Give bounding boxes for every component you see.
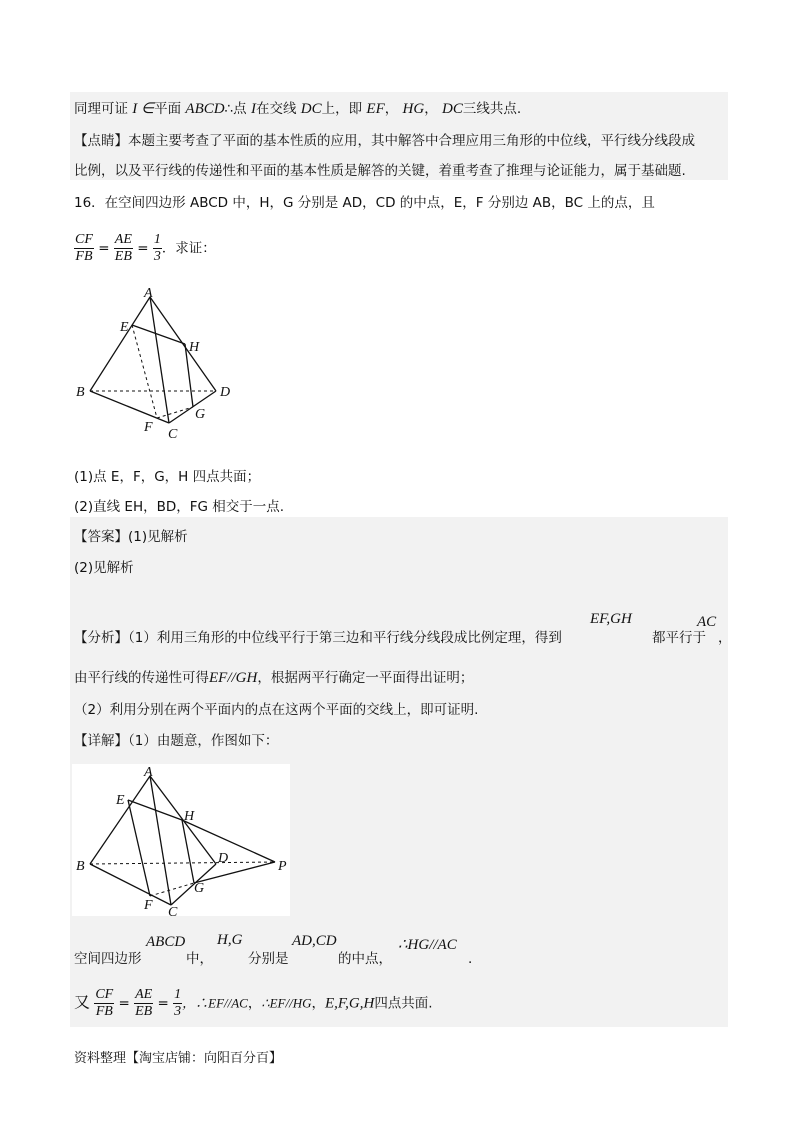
analysis-comma: ， <box>718 630 732 646</box>
fig1-label-b: B <box>76 385 85 400</box>
analysis-math-efgh: EF,GH <box>590 611 632 627</box>
proof-l1-adcd: AD,CD <box>292 933 337 949</box>
proof-l1-hgac: ∴HG//AC <box>398 937 457 953</box>
tetrahedron-figure-2 <box>72 764 290 916</box>
fig1-label-f: F <box>144 420 153 435</box>
tetrahedron-figure-1 <box>72 285 242 445</box>
problem-part-1: (1)点 E，F，G，H 四点共面； <box>74 469 261 485</box>
fig1-label-d: D <box>220 385 231 400</box>
proof-l1-abcd: ABCD <box>146 934 186 950</box>
fig2-label-f: F <box>144 898 153 913</box>
analysis-line-1: 【分析】（1）利用三角形的中位线平行于第三边和平行线分线段成比例定理，得到 <box>74 630 562 646</box>
fig2-label-d: D <box>218 851 229 866</box>
analysis-line-3: （2）利用分别在两个平面内的点在这两个平面的交线上，即可证明. <box>74 702 479 718</box>
proof-l1-d: 的中点， <box>338 951 392 967</box>
top-line-2: 【点睛】本题主要考查了平面的基本性质的应用，其中解答中合理应用三角形的中位线，平行线分线段成 <box>74 133 695 149</box>
fig1-label-a: A <box>144 286 153 301</box>
fig2-label-e: E <box>116 793 125 808</box>
fig2-label-g: G <box>194 881 205 896</box>
fig1-label-h: H <box>189 340 200 355</box>
fig1-label-g: G <box>195 407 206 422</box>
fig2-label-p: P <box>278 859 287 874</box>
answer-line-2: (2)见解析 <box>74 560 134 576</box>
fig2-label-a: A <box>144 765 153 780</box>
analysis-parallel-to: 都平行于 <box>652 630 706 646</box>
proof-l1-e: . <box>468 951 473 967</box>
problem-stem: 16．在空间四边形 ABCD 中，H，G 分别是 AD，CD 的中点，E，F 分别边 AB，BC 上的点，且 <box>74 195 655 211</box>
proof-l1-hg: H,G <box>217 932 243 948</box>
fig1-label-e: E <box>120 320 129 335</box>
problem-part-2: (2)直线 EH，BD，FG 相交于一点. <box>74 499 285 515</box>
top-line-1: 同理可证 I ∈平面 ABCD∴点 I在交线 DC上，即 EF， HG， DC三线共点. <box>74 101 522 117</box>
fig2-label-c: C <box>168 905 178 916</box>
detail-line-1: 【详解】（1）由题意，作图如下： <box>74 733 279 749</box>
answer-line-1: 【答案】(1)见解析 <box>74 529 188 545</box>
analysis-math-ac: AC <box>697 614 717 630</box>
fig2-label-h: H <box>184 809 195 824</box>
fig1-label-c: C <box>168 427 178 442</box>
proof-line-2: 又 $\frac{CF}{FB}$ = $\frac{AE}{EB}$ = $\frac{1}{3}$ ，∴EF//AC，∴EF//HG，E,F,G,H四点共面. <box>74 987 433 1019</box>
footer-source: 资料整理【淘宝店铺：向阳百分百】 <box>74 1051 283 1066</box>
top-line-3: 比例，以及平行线的传递性和平面的基本性质是解答的关键，着重考查了推理与论证能力，属于基础题. <box>74 163 686 179</box>
proof-l1-b: 中， <box>186 951 213 967</box>
fig2-label-b: B <box>76 859 85 874</box>
proof-l1-c: 分别是 <box>248 951 289 967</box>
proof-l1-a: 空间四边形 <box>74 951 142 967</box>
analysis-line-2: 由平行线的传递性可得EF//GH，根据两平行确定一平面得出证明； <box>74 670 474 686</box>
problem-condition: $\frac{CF}{FB}$ = $\frac{AE}{EB}$ = $\frac{1}{3}$ ．求证： <box>75 232 216 264</box>
